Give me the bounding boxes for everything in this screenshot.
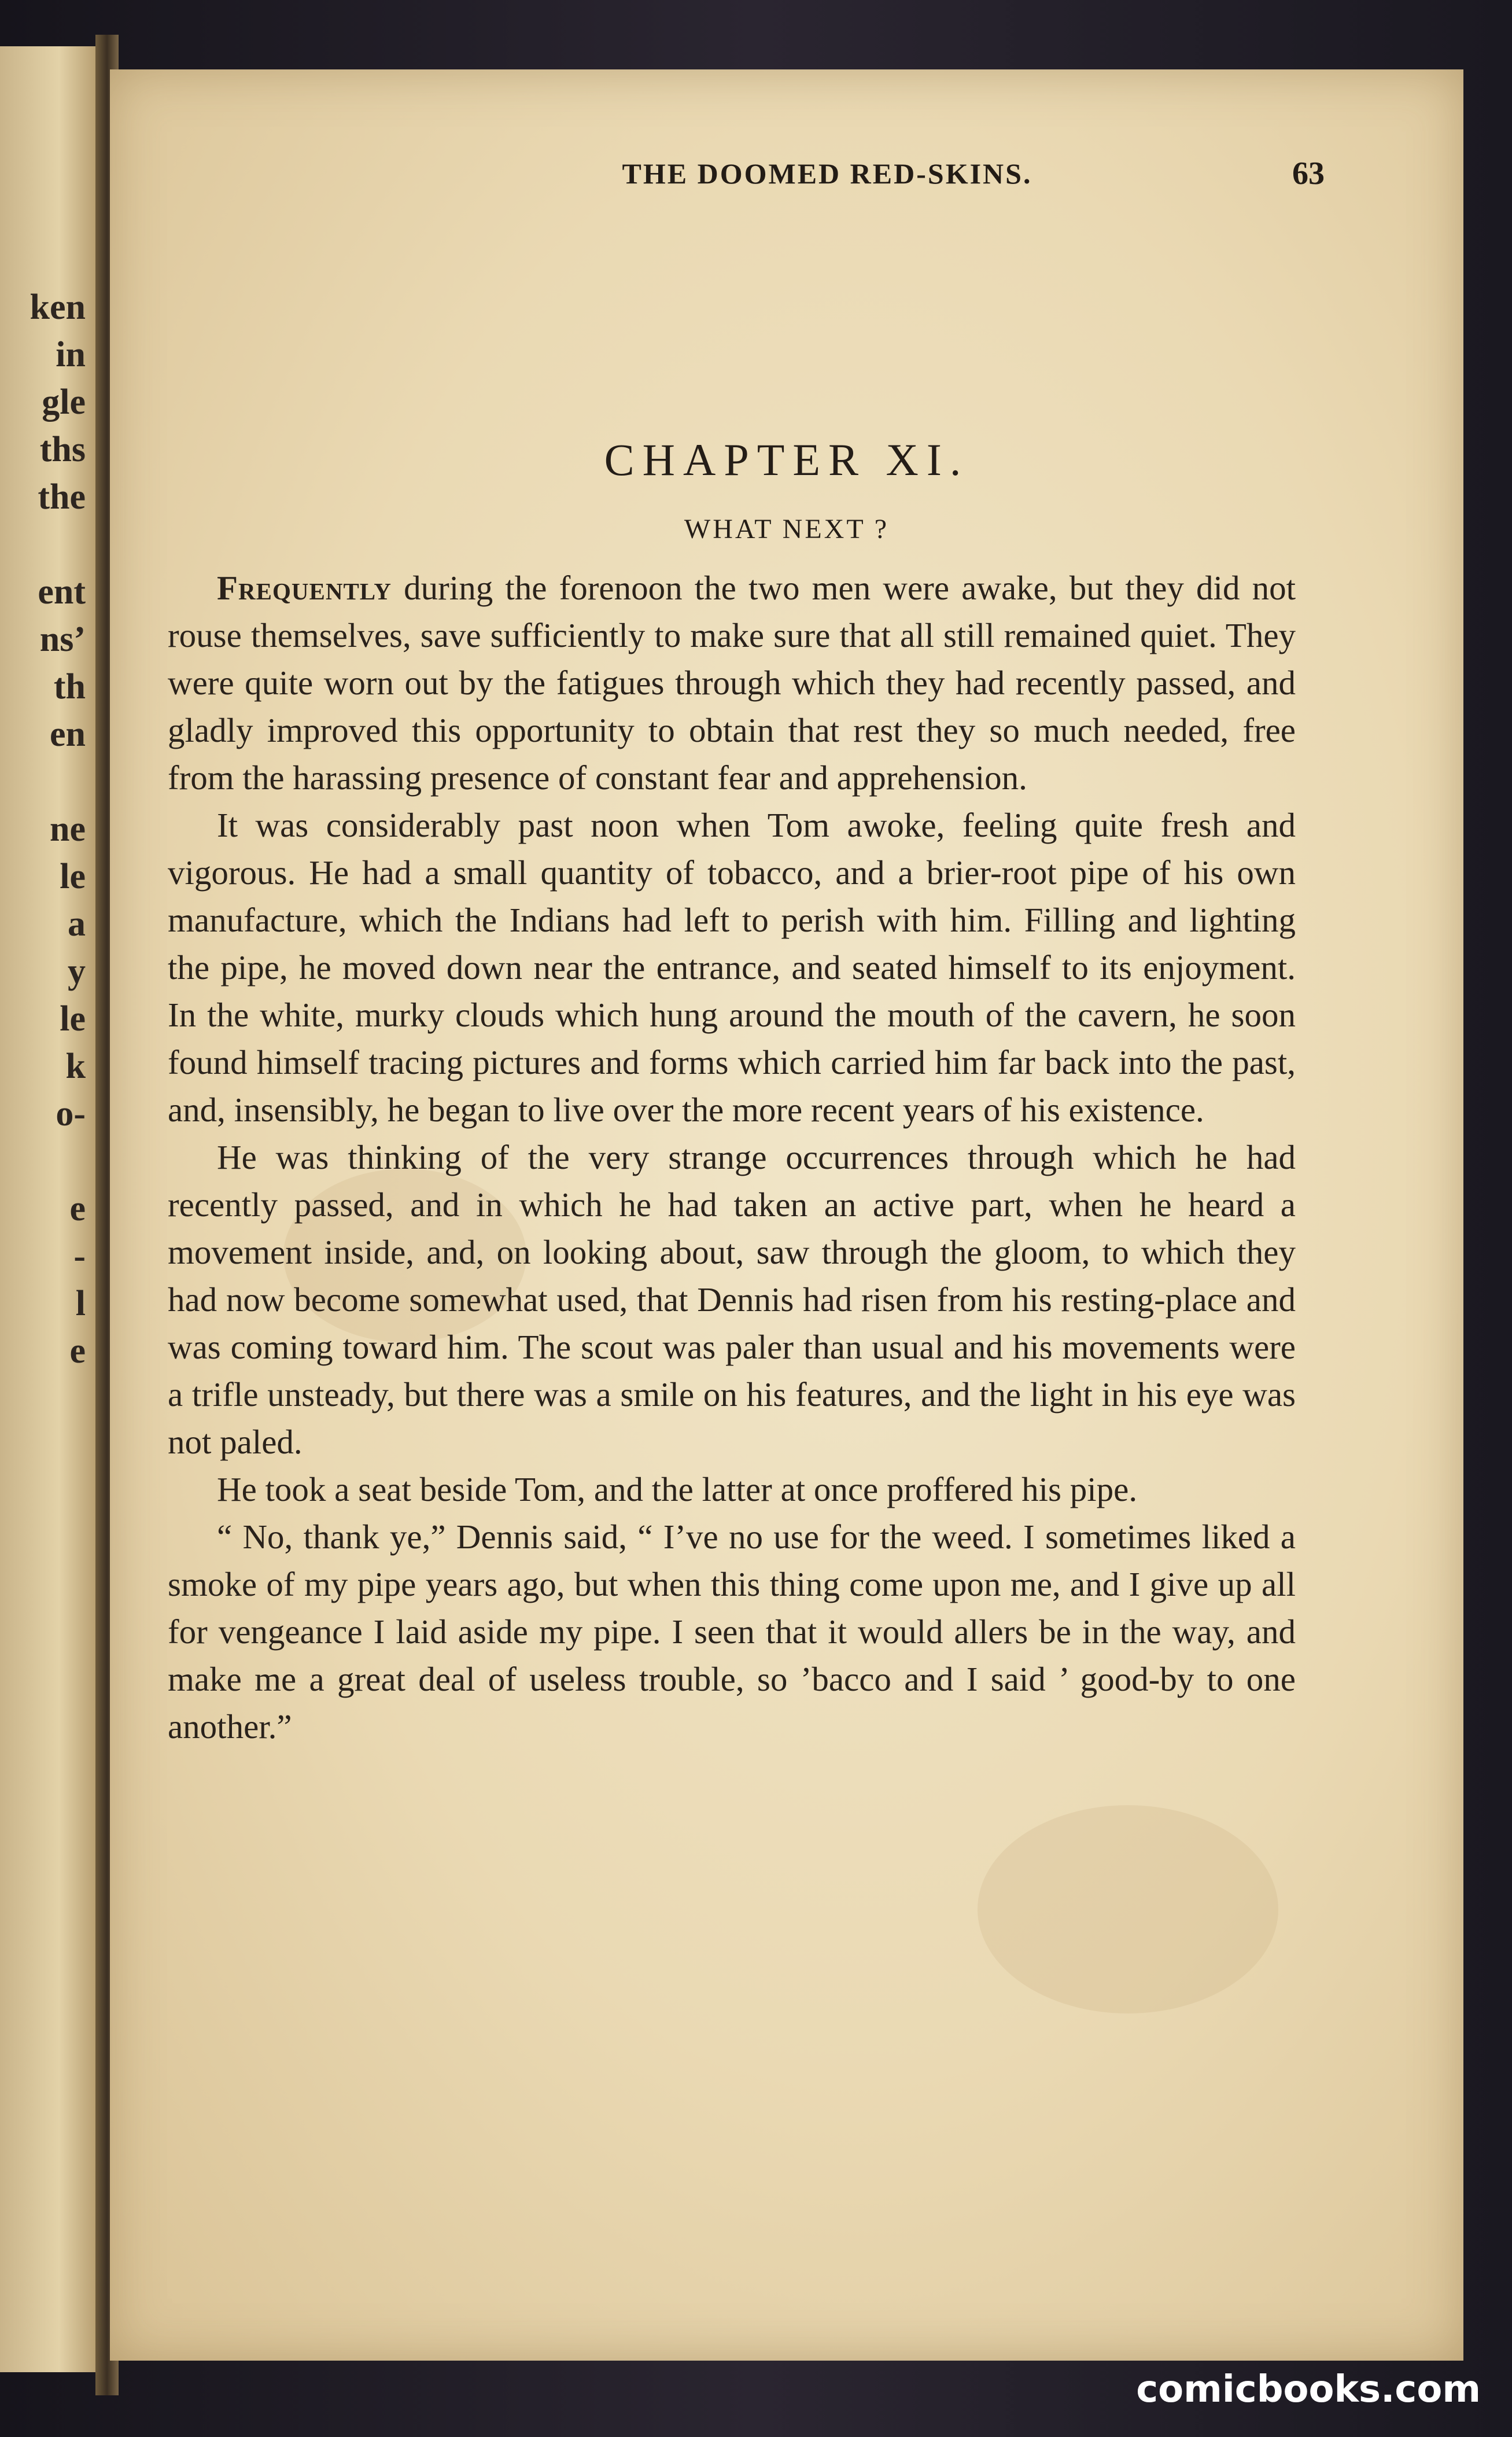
previous-page-fragment: ken xyxy=(29,288,86,327)
previous-page-fragment: k xyxy=(65,1047,86,1086)
paragraph-text: during the forenoon the two men were awake, but they did not rouse themselves, save sufficiently to make sure that all still remained quiet. They were quite worn out by the fatigues through which they had recently passed, and gladly improved this opportunity to obtain that rest they so much needed, free from the harassing presence of constant fear and apprehension. xyxy=(168,569,1296,797)
paragraph-text: “ No, thank ye,” Dennis said, “ I’ve no use for the weed. I sometimes liked a smoke of my pipe years ago, but when this thing come upon me, and I give up all for vengeance I laid aside my pipe. I seen that it would allers be in the way, and make me a great deal of useless trouble, so ’bacco and I said ’ good-by to one another.” xyxy=(168,1518,1296,1746)
previous-page-text-fragments xyxy=(0,284,98,1375)
previous-page-fragment: l xyxy=(75,1284,86,1323)
previous-page-fragment: e xyxy=(69,1331,86,1371)
previous-page-fragment xyxy=(0,758,98,805)
previous-page-fragment: th xyxy=(53,667,86,706)
previous-page-fragment: y xyxy=(68,952,86,991)
previous-page-fragment: ths xyxy=(39,430,86,469)
paragraph-lead-word: Frequently xyxy=(217,569,392,607)
running-head xyxy=(110,150,1463,197)
paragraph-text: He was thinking of the very strange occurrences through which he had recently passed, and in which he had taken an active part, when he heard a movement inside, and, on looking about, saw through the gloom, to which they had now become somewhat used, that Dennis had risen from his resting-place and was coming toward him. The scout was paler than usual and his movements were a trifle unsteady, but there was a smile on his features, and the light in his eye was not paled. xyxy=(168,1138,1296,1461)
previous-page-edge xyxy=(0,46,98,2372)
previous-page-fragment: ne xyxy=(50,809,86,849)
previous-page-fragment: ns’ xyxy=(39,620,86,659)
paragraph xyxy=(168,1513,1296,1750)
paper-stain xyxy=(978,1805,1278,2013)
previous-page-fragment: en xyxy=(50,715,86,754)
paragraph xyxy=(168,801,1296,1133)
chapter-title: CHAPTER XI. xyxy=(604,435,969,485)
previous-page-fragment: in xyxy=(56,335,86,374)
previous-page-fragment: ent xyxy=(38,572,86,612)
paragraph xyxy=(168,1466,1296,1513)
book-page xyxy=(110,69,1463,2361)
page-number: 63 xyxy=(1292,156,1325,192)
running-head-title: THE DOOMED RED-SKINS. xyxy=(622,157,1032,190)
previous-page-fragment xyxy=(0,521,98,568)
previous-page-fragment: the xyxy=(38,477,86,517)
body-text xyxy=(168,564,1296,1750)
previous-page-fragment: le xyxy=(60,857,86,896)
previous-page-fragment: le xyxy=(60,999,86,1039)
paragraph-text: It was considerably past noon when Tom awoke, feeling quite fresh and vigorous. He had a small quantity of tobacco, and a brier-root pipe of his own manufacture, which the Indians had left to perish with him. Filling and lighting the pipe, he moved down near the entrance, and seated himself to its enjoyment. In the white, murky clouds which hung around the mouth of the cavern, he soon found himself tracing pictures and forms which carried him far back into the past, and, insensibly, he began to live over the more recent years of his existence. xyxy=(168,806,1296,1129)
paragraph-text: He took a seat beside Tom, and the latter at once proffered his pipe. xyxy=(217,1470,1138,1508)
watermark-text: comicbooks.com xyxy=(1136,2368,1481,2411)
previous-page-fragment xyxy=(0,1137,98,1185)
previous-page-fragment: gle xyxy=(42,382,86,422)
chapter-subtitle: WHAT NEXT ? xyxy=(684,514,890,544)
previous-page-fragment: - xyxy=(73,1236,86,1276)
previous-page-fragment: a xyxy=(68,904,86,944)
paragraph xyxy=(168,564,1296,801)
paragraph xyxy=(168,1133,1296,1466)
previous-page-fragment: o- xyxy=(56,1094,86,1133)
previous-page-fragment: e xyxy=(69,1189,86,1228)
